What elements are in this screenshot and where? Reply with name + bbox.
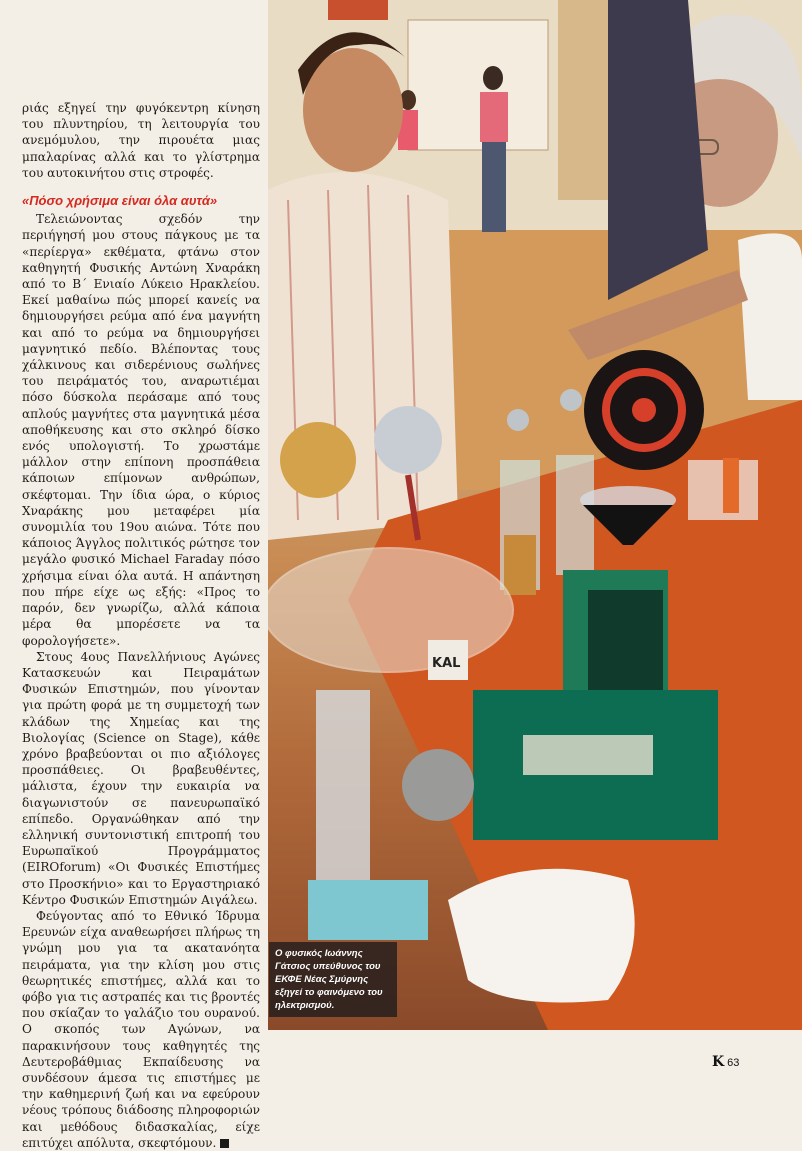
brass-disc [280, 422, 356, 498]
foil-sphere [374, 406, 442, 474]
photo-illustration [268, 0, 802, 1030]
plastic-plate [268, 548, 513, 672]
section-heading: «Πόσο χρήσιμα είναι όλα αυτά» [22, 193, 218, 209]
poster-board [408, 20, 548, 150]
page-footer [712, 1053, 739, 1071]
body-paragraph-3-text: Φεύγοντας από το Εθνικό Ίδρυμα Ερευνών είχα αναθεωρήσει πλήρως τη γνώμη μου για τα ακατανόητα πειράματα, για την κλίση μου στις θεωρητικές επιστήμες, αλλά και το φόβο για τις αστραπές και τις βροντές που σκίαζαν το γαλάζιο του ουρανού. Ο σκοπός των Αγώνων, να παρακινήσουν τους καθηγητές της Δευτεροβάθμιας Εκπαίδευσης να συνδέσουν άμεσα τις επιστήμες με την καθημερινή ζωή και να εφεύρουν νέους τρόπους διάδοσης πληροφοριών και μεθόδους διδασκαλίας, είχε επιτύχει απόλυτα, σκεφτόμουν. [22, 908, 260, 1150]
photo-caption: Ο φυσικός Ιωάννης Γάτσιος υπεύθυνος του ΕΚΦΕ Νέας Σμύρνης εξηγεί το φαινόμενο του ηλεκτρισμού. [269, 942, 397, 1017]
svg-text:KAL: KAL [432, 656, 461, 671]
body-paragraph-2: Στους 4ους Πανελλήνιους Αγώνες Κατασκευών και Πειραμάτων Φυσικών Επιστημών, που γίνονταν για πρώτη φορά με τη συμμετοχή των κλάδων της Χημείας και της Βιολογίας (Science on Stage), κάθε χρόνο βραβεύονται οι πιο αξιόλογες προσπάθειες. Οι βραβευθέντες, μάλιστα, έχουν την ευκαιρία να διαγωνιστούν σε πανευρωπαϊκό επίπεδο. Οργανώθηκαν από την ελληνική συντονιστική επιτροπή του Ευρωπαϊκού Προγράμματος (EIROforum) «Οι Φυσικές Επιστήμες στο Προσκήνιο» και το Εργαστηριακό Κέντρο Φυσικών Επιστημών Αιγάλεω. [22, 649, 260, 907]
magazine-logo: Κ [712, 1054, 725, 1070]
metal-disc [402, 749, 474, 821]
background-person [480, 92, 508, 142]
article-text-column [22, 100, 260, 1151]
red-banner [328, 0, 388, 20]
article-photo [268, 0, 802, 1030]
blue-stand [308, 880, 428, 940]
intro-paragraph: ριάς εξηγεί την φυγόκεντρη κίνηση του πλυντηρίου, τη λειτουργία του ανεμόμυλου, την πιρουέτα μιας μπαλαρίνας αλλά και το γλίστρημα του αυτοκινήτου στις στροφές. [22, 101, 260, 180]
glass-cylinder [316, 690, 370, 890]
white-cloth [448, 869, 635, 1003]
end-of-article-mark [220, 1139, 229, 1148]
body-paragraph-3 [22, 908, 260, 1151]
body-paragraph-1: Τελειώνοντας σχεδόν την περιήγησή μου στους πάγκους με τα «περίεργα» εκθέματα, φτάνω στον καθηγητή Φυσικής Αντώνη Χναράκη από το Β΄ Ενιαίο Λύκειο Ηρακλείου. Εκεί μαθαίνω πώς μπορεί κανείς να δημιουργήσει ρεύμα από ένα μαγνήτη και από το ρεύμα να δημιουργήσει μαγνητικό πεδίο. Βλέποντας τους χάλκινους και σιδερένιους σωλήνες του πειράματός του, αναρωτιέμαι πόσο δύσκολα περάσαμε από τους απλούς μαγνήτες στα μαγνητικά μέσα αποθήκευσης και στο σκληρό δίσκο ενός υπολογιστή. Το χρωστάμε μάλλον στην επίπονη προσπάθεια κάποιων επίμονων ανθρώπων, σκέφτομαι. Την ίδια ώρα, ο κύριος Χναράκης μου μεταφέρει μία συνομιλία του 19ου αιώνα. Τότε που κάποιος Άγγλος πολιτικός ρώτησε τον μεγάλο φυσικό Michael Faraday πόσο χρήσιμα είναι όλα αυτά. Η απάντηση που πήρε είχε ως εξής: «Προς το παρόν, δεν γνωρίζω, αλλά κάποια μέρα θα μπορέσετε να τα φορολογήσετε». [22, 212, 260, 648]
page-number: 63 [727, 1057, 740, 1069]
